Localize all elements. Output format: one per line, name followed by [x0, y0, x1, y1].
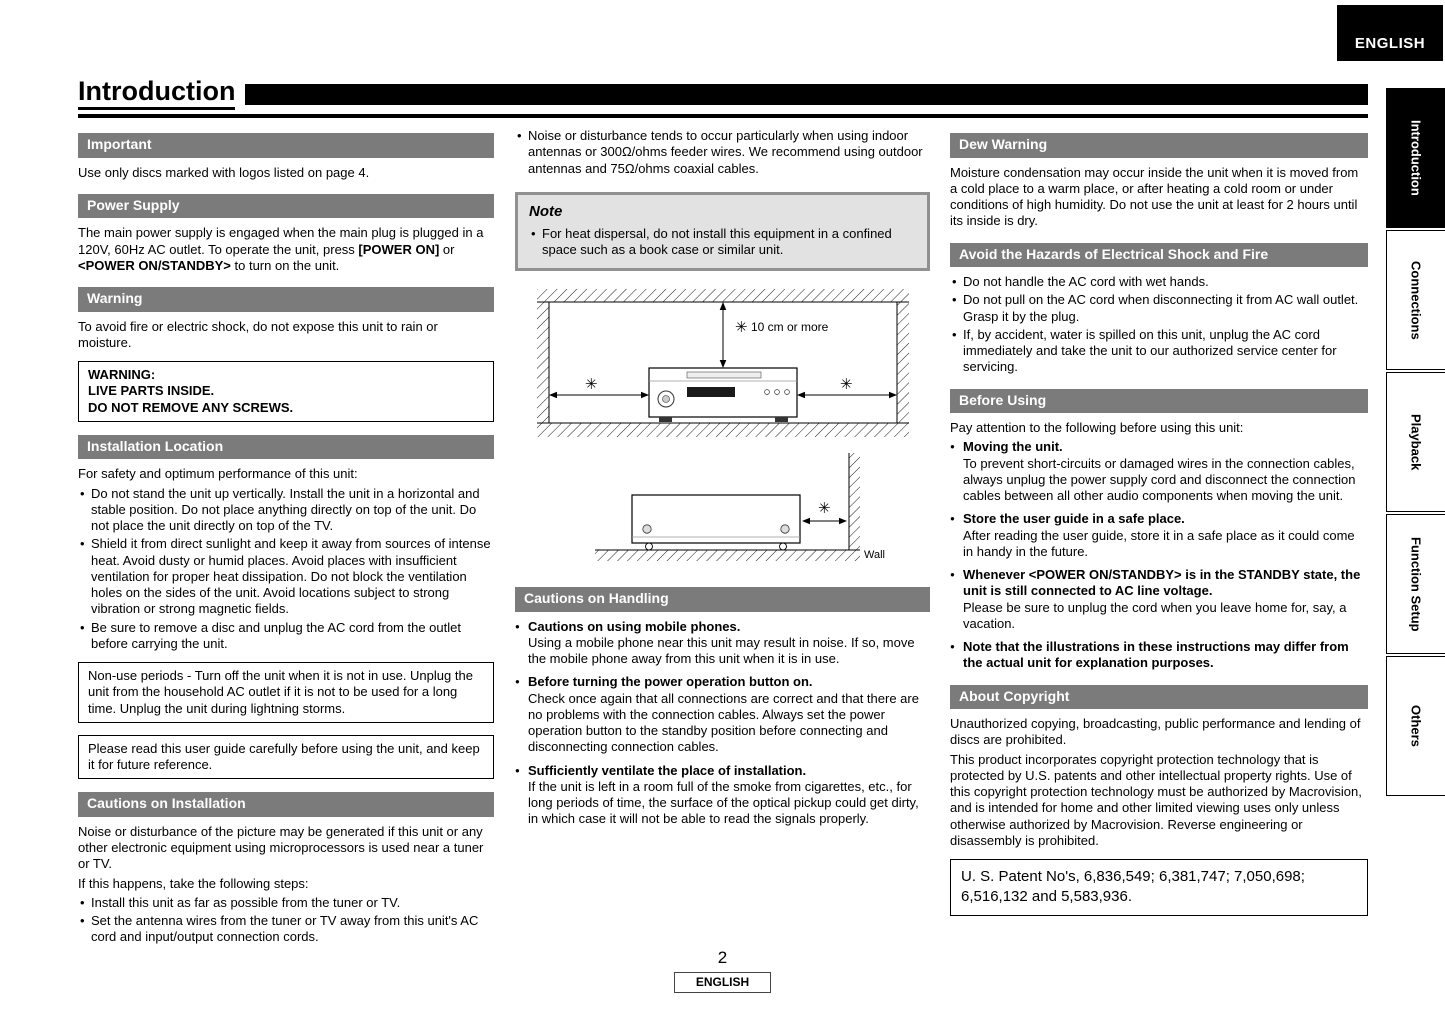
section-about-copyright [950, 685, 1368, 916]
list-item [950, 511, 1368, 560]
list-item: • Be sure to remove a disc and unplug the AC cord from the outlet before carrying the unit. [78, 620, 494, 653]
item-title: ● Whenever <POWER ON/STANDBY> is in the STANDBY state, the unit is still connected to AC line voltage. [963, 567, 1361, 599]
tab-connections [1386, 230, 1445, 370]
section-warning [78, 287, 494, 422]
tab-introduction [1386, 88, 1445, 228]
section-header-about-copyright: About Copyright [950, 685, 1368, 710]
text-run-bold: <POWER ON/STANDBY> [78, 257, 231, 273]
paragraph-installation-intro: For safety and optimum performance of this unit: [78, 466, 358, 482]
section-important [78, 133, 494, 181]
text-run: The main power supply is engaged when the main plug is plugged in a 120V, 60Hz AC outlet. To operate the unit, press [78, 225, 484, 257]
wall-hatch [849, 453, 860, 550]
tab-others [1386, 656, 1445, 796]
title-rule [78, 114, 1368, 118]
section-header-important: Important [78, 133, 494, 158]
warning-box-line: DO NOT REMOVE ANY SCREWS. [88, 399, 294, 415]
list-item: • Set the antenna wires from the tuner or TV away from this unit's AC cord and input/output connection cords. [78, 913, 494, 946]
asterisk-mark: ✳ [839, 376, 853, 393]
clearance-label: 10 cm or more [750, 320, 828, 334]
section-header-cautions-installation: Cautions on Installation [78, 792, 494, 817]
section-header-cautions-handling: Cautions on Handling [515, 587, 930, 612]
unit-front-illustration [649, 368, 797, 422]
antenna-note-list [515, 128, 930, 177]
item-body: If the unit is left in a room full of the smoke from cigarettes, etc., for long periods of time, the surface of the optical pickup could get dirty, in which case it will not be able to read the signals properly. [528, 778, 919, 827]
list-item: • Do not stand the unit up vertically. Install the unit in a horizontal and stable position. Do not place anything directly on top of the unit. Do not place the unit directly on top of the TV. [78, 486, 494, 535]
section-header-power-supply: Power Supply [78, 194, 494, 219]
left-column [78, 133, 494, 959]
section-before-using [950, 389, 1368, 672]
list-item: • For heat dispersal, do not install this equipment in a confined space such as a book case or similar unit. [529, 226, 916, 259]
section-dew-warning [950, 133, 1368, 230]
left-clearance-arrow [549, 392, 649, 399]
asterisk-mark: ✳ [584, 376, 598, 393]
list-item: • Install this unit as far as possible from the tuner or TV. [78, 895, 494, 911]
page-number: 2 [717, 948, 728, 967]
item-title: ● Cautions on using mobile phones. [528, 618, 741, 634]
paragraph-copyright-2: This product incorporates copyright protection technology that is protected by U.S. patents and other intellectual property rights. Use of this copyright protection technology must be authorized by Macrovision, and is intended for home and other limited viewing uses only unless otherwise authorized by Macrovision. Reverse engineering or disassembly is prohibited. [950, 751, 1362, 848]
item-body: Please be sure to unplug the cord when you leave home for, say, a vacation. [963, 599, 1347, 631]
footer-language-box: ENGLISH [674, 972, 771, 993]
page-title-block [78, 78, 1368, 118]
section-cautions-installation [78, 792, 494, 945]
item-body: To prevent short-circuits or damaged wires in the connection cables, always unplug the power supply cord and disconnect the connection cables between all other audio components when moving the unit. [963, 455, 1356, 503]
item-body: Using a mobile phone near this unit may result in noise. If so, move the mobile phone away from this unit when it is in use. [528, 634, 915, 666]
section-header-warning: Warning [78, 287, 494, 312]
section-header-before-using: Before Using [950, 389, 1368, 414]
text-run: or [439, 241, 455, 257]
list-item [515, 763, 930, 828]
tab-function-setup [1386, 514, 1445, 654]
list-item: • Do not pull on the AC cord when disconnecting it from AC wall outlet. Grasp it by the plug. [950, 292, 1368, 325]
page-title: Introduction [78, 78, 235, 110]
section-header-avoid-hazards: Avoid the Hazards of Electrical Shock and Fire [950, 243, 1368, 268]
section-header-dew-warning: Dew Warning [950, 133, 1368, 158]
list-item: • Noise or disturbance tends to occur particularly when using indoor antennas or 300Ω/ohms feeder wires. We recommend using outdoor antennas and 75Ω/ohms coaxial cables. [515, 128, 930, 177]
language-tag [1337, 5, 1443, 61]
paragraph-cautions-steps: If this happens, take the following steps: [78, 875, 309, 891]
left-wall-hatch [537, 302, 549, 423]
tab-label: Connections [1408, 260, 1424, 340]
read-guide-box: Please read this user guide carefully before using the unit, and keep it for future reference. [78, 735, 494, 780]
paragraph-before-using-intro: Pay attention to the following before using this unit: [950, 420, 1244, 435]
list-item [950, 639, 1368, 672]
floor-hatch [537, 423, 909, 437]
list-item [950, 567, 1368, 632]
text-run-bold: [POWER ON] [358, 241, 440, 257]
asterisk-mark: ✳ [817, 500, 831, 517]
list-item: • Shield it from direct sunlight and keep it away from sources of intense heat. Avoid dusty or humid places. Avoid places with insufficient ventilation for proper heat dissipation. Do not block the ventilation holes on the sides of the unit. Avoid locations subject to strong vibration or strong magnetic fields. [78, 536, 494, 617]
unit-rear-illustration [632, 495, 800, 550]
list-item [515, 674, 930, 755]
paragraph-important: Use only discs marked with logos listed on page 4. [78, 164, 370, 180]
tab-label: Introduction [1408, 120, 1424, 196]
item-body: Check once again that all connections are correct and that there are no problems with the connection cables. Always set the power operation button to the standby position before connecting and disconnecting connection cables. [528, 690, 919, 755]
tab-label: Others [1408, 705, 1424, 747]
right-wall-hatch [897, 302, 909, 423]
title-bar [245, 84, 1368, 105]
text-run: to turn on the unit. [230, 257, 340, 273]
tab-label: Function Setup [1408, 536, 1424, 632]
asterisk-mark: ✳ [734, 319, 748, 336]
section-header-installation-location: Installation Location [78, 435, 494, 460]
note-title: Note [529, 202, 563, 220]
paragraph-power-supply [78, 225, 494, 274]
language-tag-label: ENGLISH [1354, 35, 1426, 52]
clearance-arrow [719, 302, 726, 368]
clearance-diagram-wall [537, 453, 909, 571]
warning-box-line: WARNING: [88, 367, 156, 382]
warning-box-line: LIVE PARTS INSIDE. [88, 383, 215, 399]
chapter-tabs [1386, 88, 1445, 798]
middle-column [515, 128, 930, 841]
list-item: • Do not handle the AC cord with wet hands. [950, 274, 1368, 290]
item-title: ● Note that the illustrations in these instructions may differ from the actual unit for explanation purposes. [963, 639, 1349, 671]
cautions-installation-bullet-list [78, 895, 494, 946]
tab-playback [1386, 372, 1445, 512]
section-power-supply [78, 194, 494, 274]
tab-label: Playback [1408, 413, 1424, 471]
ceiling-hatch [537, 289, 909, 302]
list-item [515, 619, 930, 668]
section-installation-location [78, 435, 494, 780]
right-column [950, 133, 1368, 929]
item-title: ● Before turning the power operation button on. [528, 674, 813, 690]
floor-hatch [595, 550, 860, 561]
wall-label: Wall [863, 549, 885, 561]
paragraph-dew-warning: Moisture condensation may occur inside the unit when it is moved from a cold place to a warm place, or after heating a cold room or under conditions of high humidity. Do not use the unit at least for 2 hours until its inside is dry. [950, 164, 1359, 229]
item-title: ● Sufficiently ventilate the place of installation. [528, 762, 807, 778]
wall-clearance-arrow [802, 518, 847, 525]
item-title: ● Moving the unit. [963, 439, 1063, 455]
warning-box [78, 361, 494, 422]
section-cautions-handling [515, 587, 930, 828]
installation-bullet-list [78, 486, 494, 653]
paragraph-warning: To avoid fire or electric shock, do not expose this unit to rain or moisture. [78, 318, 438, 350]
hazards-bullet-list [950, 274, 1368, 376]
note-box [515, 192, 930, 271]
non-use-box: Non-use periods - Turn off the unit when it is not in use. Unplug the unit from the household AC outlet if it is not to be used for a long time. Unplug the unit during lightning storms. [78, 662, 494, 723]
item-title: ● Store the user guide in a safe place. [963, 511, 1185, 527]
paragraph-copyright-1: Unauthorized copying, broadcasting, public performance and lending of discs are prohibited. [950, 716, 1361, 748]
patent-box: U. S. Patent No's, 6,836,549; 6,381,747; 7,050,698; 6,516,132 and 5,583,936. [950, 859, 1368, 916]
list-item [950, 439, 1368, 504]
list-item: • If, by accident, water is spilled on this unit, unplug the AC cord immediately and take the unit to our authorized service center for servicing. [950, 327, 1368, 376]
item-body: After reading the user guide, store it in a safe place as it could come in handy in the future. [963, 527, 1355, 559]
clearance-diagram-front [537, 289, 909, 437]
paragraph-cautions-installation: Noise or disturbance of the picture may be generated if this unit or any other electronic equipment using microprocessors is used near a tuner or TV. [78, 823, 484, 872]
section-avoid-hazards [950, 243, 1368, 376]
